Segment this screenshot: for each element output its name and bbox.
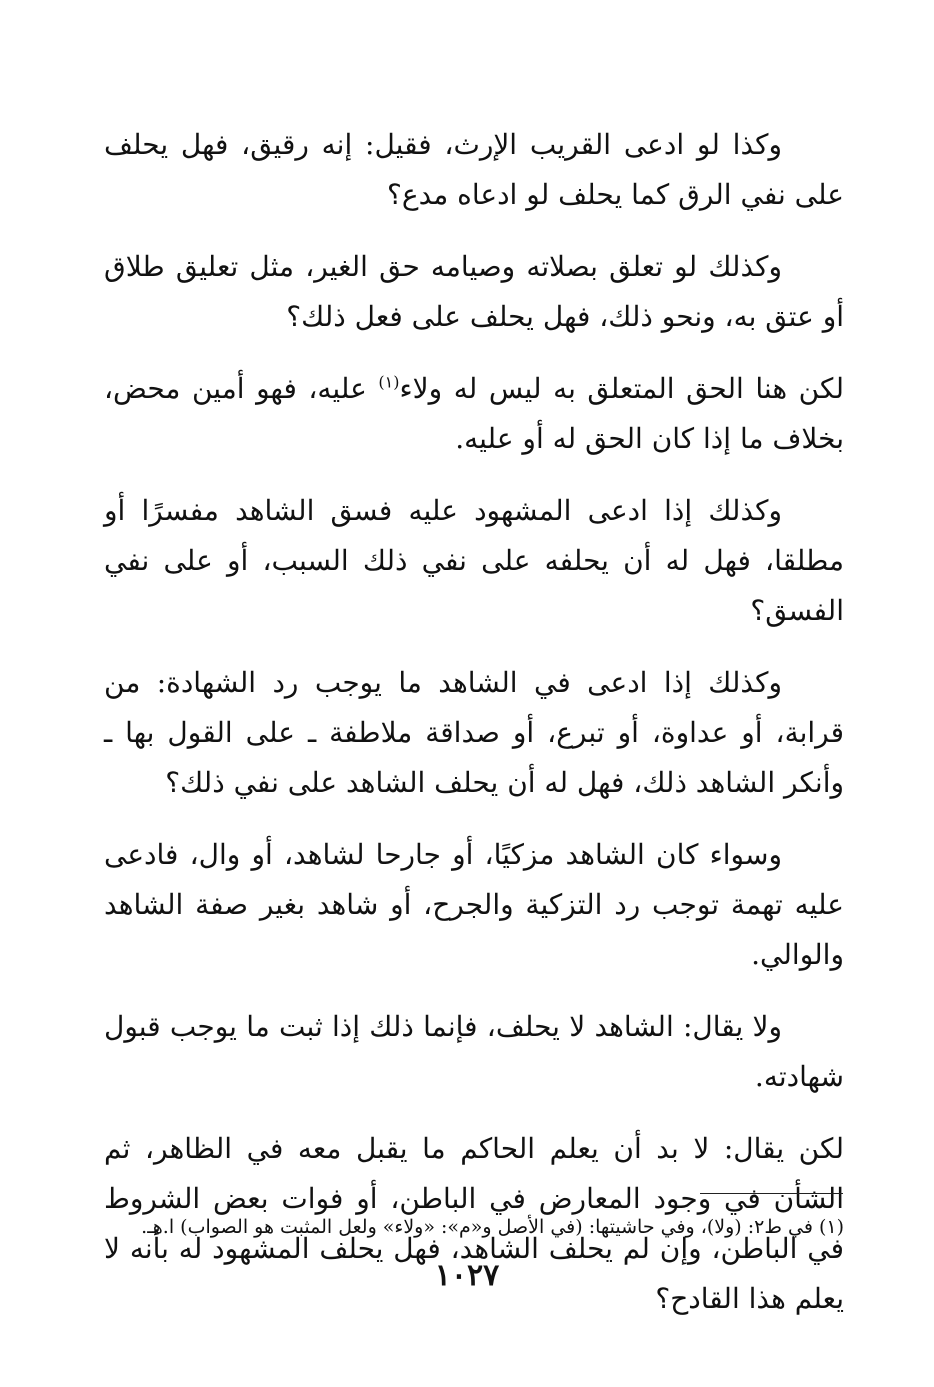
paragraph-8: لكن يقال: لا بد أن يعلم الحاكم ما يقبل معه في الظاهر، ثم الشأن في وجود المعارض في الباطن، أو فوات بعض الشروط في الباطن، وإن لم يحلف الشاهد، فهل يحلف المشهود له بأنه لا يعلم هذا القادح؟ xyxy=(104,1132,844,1315)
footnote-separator xyxy=(700,1193,843,1194)
paragraph-7: ولا يقال: الشاهد لا يحلف، فإنما ذلك إذا ثبت ما يوجب قبول شهادته. xyxy=(104,1010,844,1093)
paragraph-2: وكذلك لو تعلق بصلاته وصيامه حق الغير، مثل تعليق طلاق أو عتق به، ونحو ذلك، فهل يحلف على فعل ذلك؟ xyxy=(104,250,844,333)
paragraph-3-text-after: عليه، فهو أمين محض، بخلاف ما إذا كان الحق له أو عليه. xyxy=(104,372,844,455)
footnote: (١) في ط٢: (ولا)، وفي حاشيتها: (في الأصل و«م»: «ولاء» ولعل المثبت هو الصواب) ا.هـ. xyxy=(141,1216,844,1238)
paragraph-3-text-before: لكن هنا الحق المتعلق به ليس له ولاء xyxy=(399,372,844,405)
paragraph-4: وكذلك إذا ادعى المشهود عليه فسق الشاهد مفسرًا أو مطلقا، فهل له أن يحلفه على نفي ذلك السبب، أو على نفي الفسق؟ xyxy=(104,494,844,627)
paragraph-5: وكذلك إذا ادعى في الشاهد ما يوجب رد الشهادة: من قرابة، أو عداوة، أو تبرع، أو صداقة ملاطفة ـ على القول بها ـ وأنكر الشاهد ذلك، فهل له أن يحلف الشاهد على نفي ذلك؟ xyxy=(104,666,844,799)
paragraph-6: وسواء كان الشاهد مزكيًا، أو جارحا لشاهد، أو وال، فادعى عليه تهمة توجب رد التزكية والجرح، أو شاهد بغير صفة الشاهد والوالي. xyxy=(104,838,845,971)
paragraph-1: وكذا لو ادعى القريب الإرث، فقيل: إنه رقيق، فهل يحلف على نفي الرق كما يحلف لو ادعاه مدع؟ xyxy=(104,128,844,211)
paragraph-3 xyxy=(104,364,844,464)
main-text xyxy=(104,120,844,1346)
page-number: ١٠٢٧ xyxy=(434,1258,500,1293)
footnote-reference: (١) xyxy=(378,372,400,392)
